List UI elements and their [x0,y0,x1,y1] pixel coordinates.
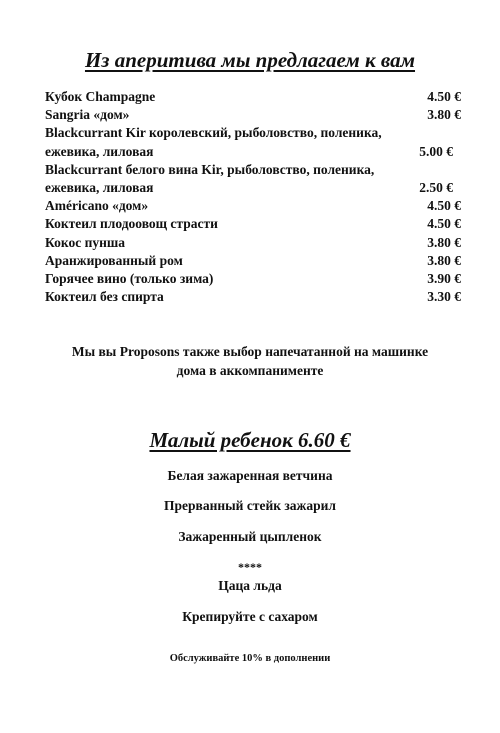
item-name: Кубок Champagne [45,89,156,104]
item-name: Коктеил без спирта [45,289,164,305]
list-item [45,288,465,306]
item-price: 5.00 € [419,143,453,159]
kids-menu-item: Цаца льда [218,578,282,593]
list-item [45,106,465,124]
item-price: 3.80 € [427,234,461,250]
service-charge-note: Обслуживайте 10% в дополнении [169,653,331,664]
item-price: 3.30 € [427,289,461,305]
list-item [45,215,465,233]
list-item [45,124,465,160]
list-item [45,270,465,288]
kids-menu-item: Прерванный стейк зажарил [164,498,336,513]
item-name: Sangria «дом» [45,107,130,123]
kids-menu-separator: **** [238,560,262,574]
item-name: Américano «дом» [45,198,149,214]
item-name: Коктеил плодоовощ страсти [45,216,218,232]
kids-menu-item: Крепируйте с сахаром [182,609,318,624]
item-price: 2.50 € [419,180,453,196]
selection-note [0,342,500,380]
item-name: Blackcurrant Kir королевский, рыболовство, поленика, ежевика, лиловая [45,125,382,159]
item-price: 4.50 € [427,198,461,214]
note-line: Мы вы Proposons также выбор напечатанной на машинке [71,344,429,359]
item-name: Blackcurrant белого вина Kir, рыболовство, поленика, ежевика, лиловая [45,161,375,196]
aperitif-list [45,88,465,306]
item-price: 3.80 € [427,252,461,268]
list-item [45,252,465,270]
list-item [45,88,465,106]
kids-menu-item: Белая зажаренная ветчина [167,468,333,483]
item-price: 4.50 € [427,216,461,232]
aperitif-heading: Из аперитива мы предлагаем к вам [84,48,416,72]
list-item [45,161,465,197]
item-name: Кокос пунша [45,234,126,250]
kids-menu-heading: Малый ребенок 6.60 € [149,428,351,452]
item-name: Горячее вино (только зима) [45,271,214,287]
item-price: 4.50 € [427,89,461,104]
item-price: 3.90 € [427,271,461,287]
list-item [45,234,465,252]
item-name: Аранжированный ром [45,252,183,268]
kids-menu-item: Зажаренный цыпленок [178,529,322,544]
item-price: 3.80 € [427,107,461,123]
note-line: дома в аккомпанименте [176,363,324,378]
list-item [45,197,465,215]
